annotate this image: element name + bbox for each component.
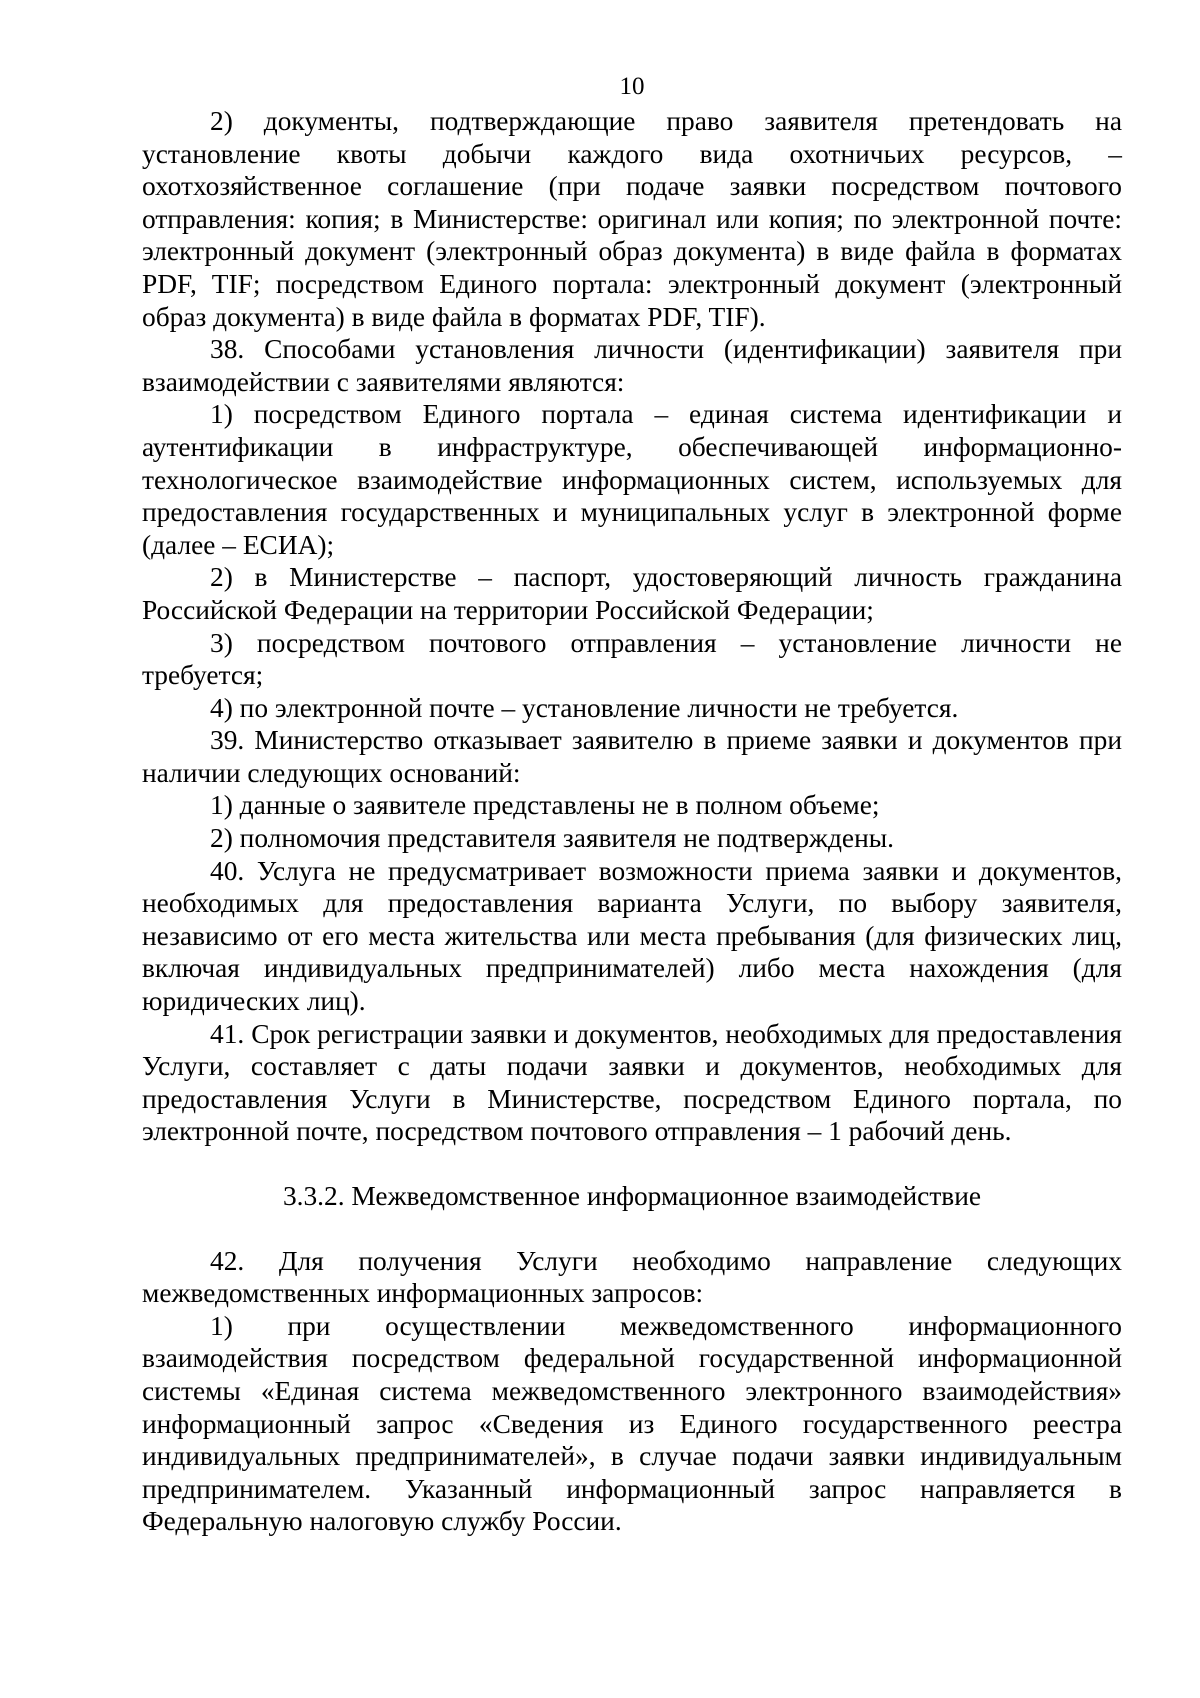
paragraph-39-item-1: 1) данные о заявителе представлены не в полном объеме; [210, 790, 880, 821]
paragraph-2-documents: 2) документы, подтверждающие право заявителя претендовать на установление квоты добычи каждого вида охотничьих ресурсов, – охотхозяйственное соглашение (при подаче заявки посредством почтового отправления: копия; в Министерстве: оригинал или копия; по электронной почте: электронный документ (электронный образ документа) в виде файла в форматах PDF, TIF; посредством Единого портала: электронный документ (электронный образ документа) в виде файла в форматах PDF, TIF). [142, 106, 1122, 332]
paragraph-38-item-2: 2) в Министерстве – паспорт, удостоверяющий личность гражданина Российской Федерации на территории Российской Федерации; [142, 562, 1122, 625]
document-body [142, 105, 1122, 1538]
paragraph-42: 42. Для получения Услуги необходимо направление следующих межведомственных информационных запросов: [142, 1245, 1122, 1309]
paragraph-40: 40. Услуга не предусматривает возможности приема заявки и документов, необходимых для предоставления варианта Услуги, по выбору заявителя, независимо от его места жительства или места пребывания (для физических лиц, включая индивидуальных предпринимателей) либо места нахождения (для юридических лиц). [142, 855, 1122, 1017]
paragraph-38-item-3: 3) посредством почтового отправления – установление личности не требуется; [142, 627, 1122, 691]
page-number: 10 [619, 73, 645, 100]
paragraph-42-item-1: 1) при осуществлении межведомственного информационного взаимодействия посредством федеральной государственной информационной системы «Единая система межведомственного электронного взаимодействия» информационный запрос «Сведения из Единого государственного реестра индивидуальных предпринимателей», в случае подачи заявки индивидуальным предпринимателем. Указанный информационный запрос направляется в Федеральную налоговую службу России. [142, 1310, 1122, 1537]
paragraph-39-item-2: 2) полномочия представителя заявителя не подтверждены. [210, 823, 894, 854]
paragraph-38: 38. Способами установления личности (идентификации) заявителя при взаимодействии с заявителями являются: [142, 334, 1122, 397]
paragraph-39: 39. Министерство отказывает заявителю в приеме заявки и документов при наличии следующих оснований: [142, 725, 1122, 788]
paragraph-41: 41. Срок регистрации заявки и документов, необходимых для предоставления Услуги, составляет с даты подачи заявки и документов, необходимых для предоставления Услуги в Министерстве, посредством Единого портала, по электронной почте, посредством почтового отправления – 1 рабочий день. [142, 1018, 1122, 1147]
section-heading: 3.3.2. Межведомственное информационное взаимодействие [282, 1181, 982, 1211]
paragraph-38-item-1: 1) посредством Единого портала – единая система идентификации и аутентификации в инфраструктуре, обеспечивающей информационно-технологическое взаимодействие информационных систем, используемых для предоставления государственных и муниципальных услуг в электронной форме (далее – ЕСИА); [142, 399, 1122, 560]
paragraph-38-item-4: 4) по электронной почте – установление личности не требуется. [210, 692, 959, 723]
